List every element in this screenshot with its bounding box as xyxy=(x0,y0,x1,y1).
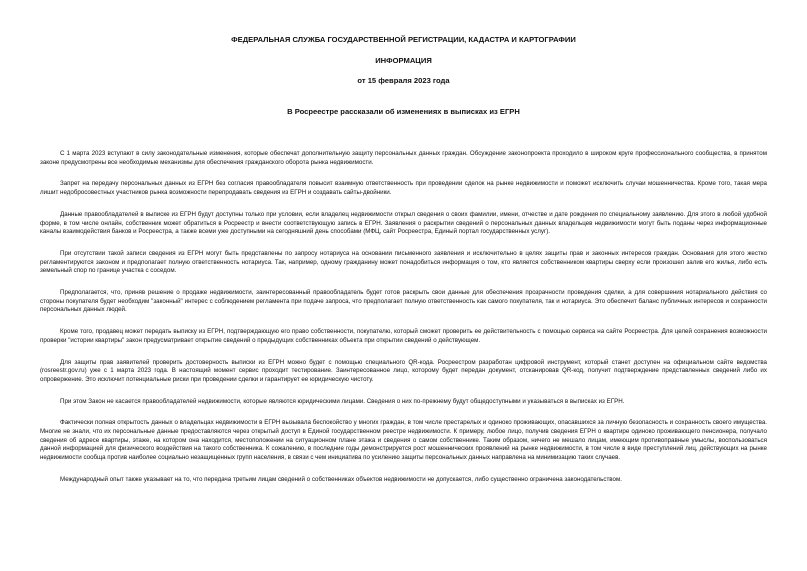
document-date: от 15 февраля 2023 года xyxy=(357,76,450,85)
paragraph: С 1 марта 2023 вступают в силу законодательные изменения, которые обеспечат дополнительную защиту персональных данных граждан. Обсуждение законопроекта проходило в широком круге профессионального сообщества, в принятом законе предусмотрены все необходимые механизмы для обеспечения гражданского оборота рынка недвижимости. xyxy=(40,150,767,166)
document-body xyxy=(40,150,767,485)
paragraph: При этом Закон не касается правообладателей недвижимости, которые являются юридическими лицами. Сведения о них по-прежнему будут общедоступными и указываться в выписках из ЕГРН. xyxy=(60,397,625,405)
paragraph: При отсутствии такой записи сведения из ЕГРН могут быть представлены по запросу нотариуса на основании письменного заявления и исключительно в целях защиты прав и законных интересов граждан. Основания для этого жестко регламентируются законом и предполагает полную ответственность нотариуса. Так, например, одному гражданину может понадобиться информация о том, кто является собственником квартиры сверху если произошел залив его жилья, либо есть земельный спор по границе участка с соседом. xyxy=(40,249,767,275)
paragraph: Фактически полная открытость данных о владельцах недвижимости в ЕГРН вызывала беспокойство у многих граждан, в том числе престарелых и одиноко проживающих, опасавшихся за личную безопасность и сохранность своего имущества. Многие не знали, что их персональные данные предоставляются через открытый доступ в Единой государственном реестре недвижимости. К примеру, любое лицо, получив сведения ЕГРН о квартире одиноко проживающего пенсионера, получало сведения об адресе квартиры, этаже, на котором она находится, местоположении на ситуационном плане этажа и сведения о самом собственнике. Таким образом, ничего не мешало лицам, имеющим противоправные умыслы, воспользоваться данной информацией для физического воздействия на такого собственника. К сожалению, в последние годы демонстрируется рост мошеннических проявлений на рынке недвижимости, в том числе в виде преступлений лиц, действующих на рынке недвижимости сообща против наиболее социально незащищенных групп населения, в связи с чем инициатива по усилению защиты персональных данных направлена на минимизацию таких случаев. xyxy=(40,419,767,462)
agency-heading: ФЕДЕРАЛЬНАЯ СЛУЖБА ГОСУДАРСТВЕННОЙ РЕГИСТРАЦИИ, КАДАСТРА И КАРТОГРАФИИ xyxy=(231,35,576,44)
paragraph: Предполагается, что, приняв решение о продаже недвижимости, заинтересованный правообладатель будет готов раскрыть свои данные для обеспечения прозрачности проведения сделки, а для совершения нотариального действия со стороны покупателя будет необходим "законный" интерес с соблюдением регламента при подаче запроса, что предполагает полную ответственность как самого покупателя, так и нотариуса. Это обеспечит баланс публичных интересов и сохранности персональных данных людей. xyxy=(40,289,767,314)
paragraph: Для защиты прав заявителей проверить достоверность выписки из ЕГРН можно будет с помощью специального QR-кода. Росреестром разработан цифровой инструмент, который станет доступен на официальном сайте ведомства (rosreestr.gov.ru) уже с 1 марта 2023 года. В настоящий момент сервис проходит тестирование. Заинтересованное лицо, которому будет передан документ, отсканировав QR-код, получит подтверждение представленных сведений либо их опровержение. Это исключит потенциальные риски при проведении сделки и гарантирует ее юридическую чистоту. xyxy=(40,358,767,383)
document-type-heading: ИНФОРМАЦИЯ xyxy=(375,56,432,65)
paragraph: Запрет на передачу персональных данных из ЕГРН без согласия правообладателя повысит взаимную ответственность при проведении сделок на рынке недвижимости и поможет исключить случаи мошенничества. Кроме того, такая мера лишит недобросовестных участников рынка возможности перепродавать сведения из ЕГРН и создавать сайты-двойники. xyxy=(40,180,767,197)
paragraph: Международный опыт также указывает на то, что передача третьим лицам сведений о собственниках объектов недвижимости не допускается, либо существенно ограничена законодательством. xyxy=(60,475,622,483)
paragraph: Данные правообладателей в выписке из ЕГРН будут доступны только при условии, если владелец недвижимости открыл сведения о своих фамилии, имени, отчестве и дате рождения по специальному заявлению. Для этого в любой удобной форме, в том числе онлайн, собственник может обратиться в Росреестр и внести соответствующую запись в ЕГРН. Заявления о раскрытии сведений о персональных данных владельцев недвижимости могут быть поданы через информационные каналы взаимодействия банков и Росреестра, а также всеми уже доступными на сегодняшний день способами (МФЦ, сайт Росреестра, Единый портал государственных услуг). xyxy=(40,210,767,236)
paragraph: Кроме того, продавец может передать выписку из ЕГРН, подтверждающую его право собственности, покупателю, который сможет проверить ее действительность с помощью сервиса на сайте Росреестра. Для целей сохранения возможности проверки "истории квартиры" закон предусматривает открытие сведений о предыдущих собственниках объекта при открытии сведений о действующем. xyxy=(40,328,767,344)
document-title: В Росреестре рассказали об изменениях в выписках из ЕГРН xyxy=(287,107,520,116)
